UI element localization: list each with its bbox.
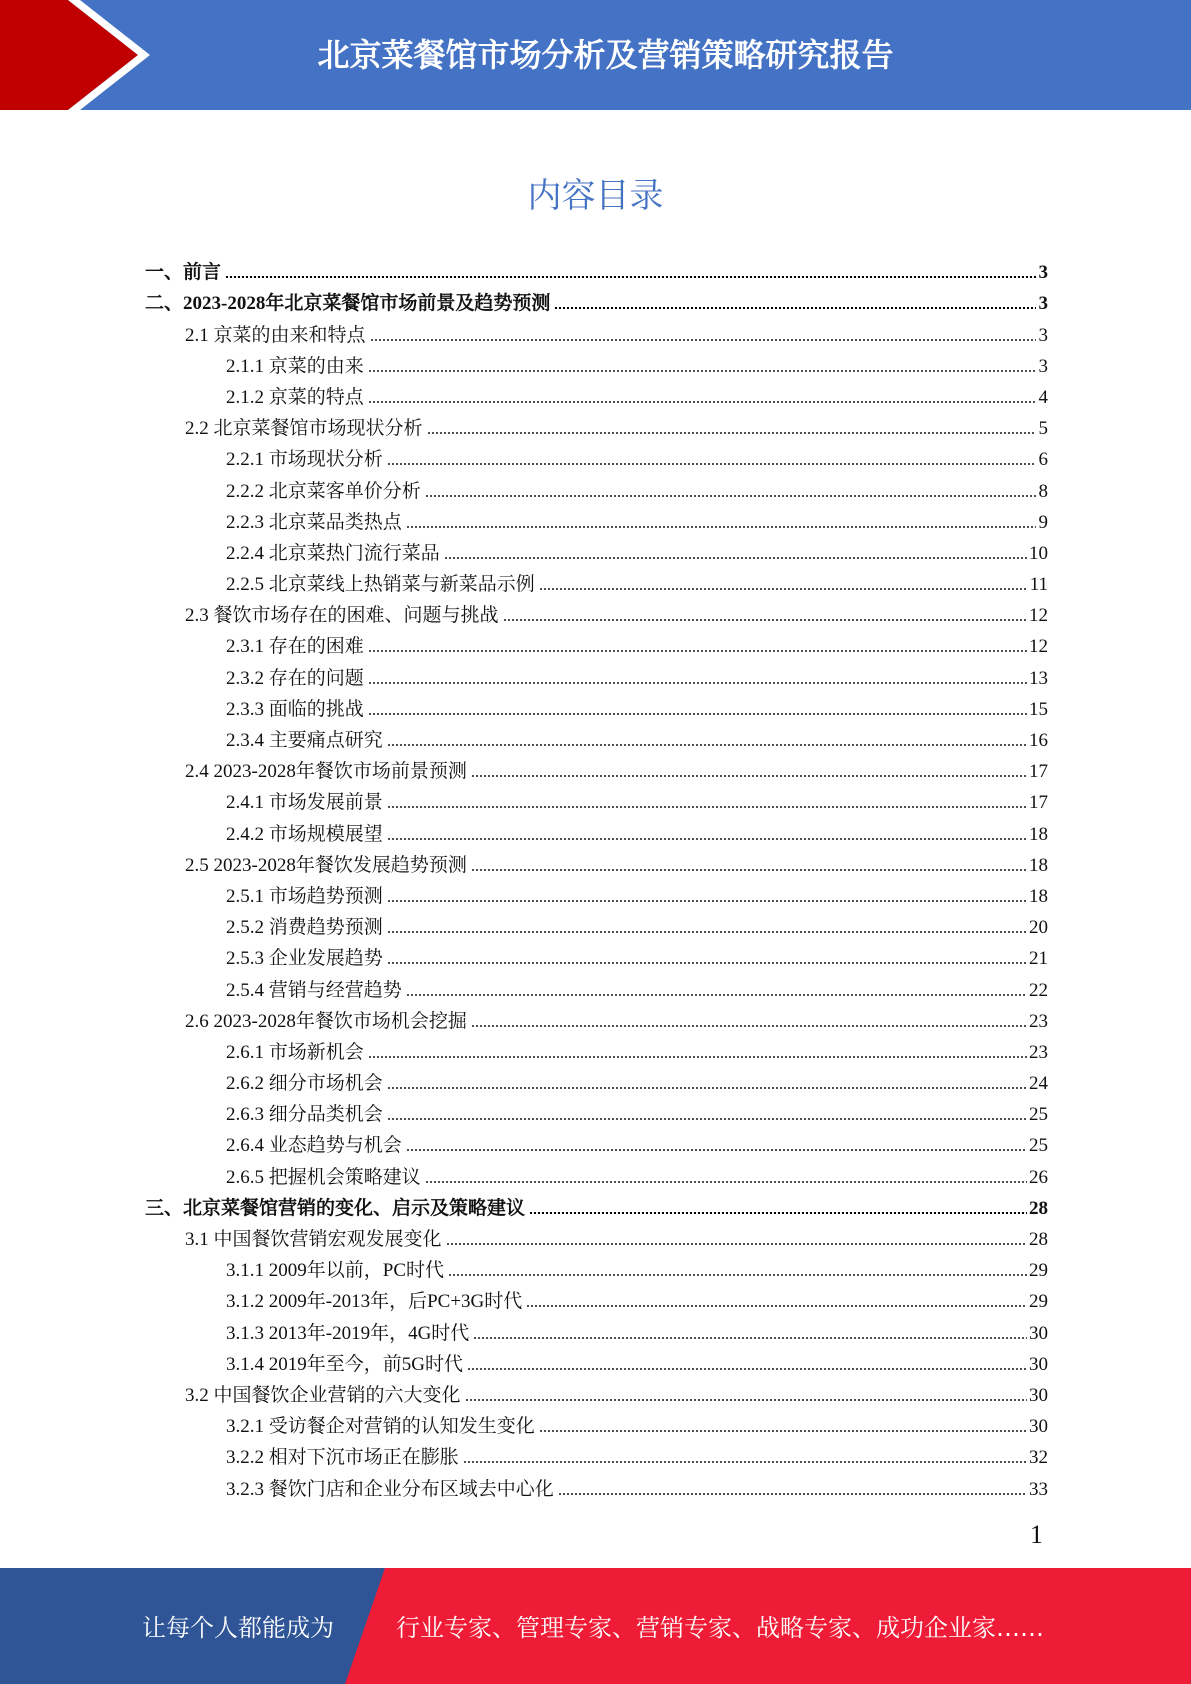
toc-leader-dots [406, 994, 1027, 996]
toc-entry-page: 13 [1029, 667, 1048, 689]
toc-entry-label: 2.2 北京菜餐馆市场现状分析 [185, 418, 423, 440]
toc-leader-dots [444, 557, 1027, 559]
toc-entry-label: 2.5.3 企业发展趋势 [226, 948, 383, 970]
toc-leader-dots [471, 775, 1027, 777]
toc-entry-label: 2.3.4 主要痛点研究 [226, 730, 383, 751]
toc-entry-label: 2.2.2 北京菜客单价分析 [226, 480, 421, 502]
toc-entry[interactable] [145, 1220, 1048, 1251]
toc-entry-label: 2.3.3 面临的挑战 [226, 698, 364, 720]
toc-entry-label: 2.5 2023-2028年餐饮发展趋势预测 [185, 854, 467, 876]
toc-entry-label: 3.2 中国餐饮企业营销的六大变化 [185, 1384, 461, 1406]
toc-entry-page: 23 [1029, 1041, 1048, 1063]
toc-entry-page: 18 [1029, 885, 1048, 907]
toc-leader-dots [467, 1368, 1027, 1370]
toc-entry-label: 2.4.2 市场规模展望 [226, 823, 383, 845]
toc-leader-dots [503, 619, 1027, 621]
toc-entry[interactable] [145, 440, 1048, 471]
toc-leader-dots [368, 1056, 1027, 1058]
toc-leader-dots [473, 1337, 1027, 1339]
toc-entry-label: 2.3.1 存在的困难 [226, 636, 364, 658]
toc-entry-page: 12 [1029, 636, 1048, 658]
toc-leader-dots [465, 1399, 1027, 1401]
toc-leader-dots [406, 1149, 1027, 1151]
toc-entry[interactable] [145, 1251, 1048, 1282]
toc-entry[interactable] [145, 1376, 1048, 1407]
toc-entry-label: 2.1.1 京菜的由来 [226, 355, 364, 377]
page-number: 1 [1030, 1520, 1043, 1549]
toc-leader-dots [368, 713, 1027, 715]
toc-entry[interactable] [145, 970, 1048, 1001]
toc-entry-label: 2.5.4 营销与经营趋势 [226, 979, 402, 1001]
toc-entry-page: 28 [1029, 1197, 1048, 1219]
toc-entry-label: 一、前言 [145, 262, 222, 284]
toc-entry-page: 11 [1029, 574, 1048, 596]
toc-entry-page: 30 [1029, 1353, 1048, 1375]
toc-entry-page: 18 [1029, 823, 1048, 845]
toc-entry-page: 17 [1029, 792, 1048, 814]
toc-entry[interactable] [145, 347, 1048, 378]
toc-entry-label: 2.6.4 业态趋势与机会 [226, 1135, 402, 1157]
toc-entry-page: 16 [1029, 730, 1048, 751]
toc-entry[interactable] [145, 596, 1048, 627]
toc-entry[interactable] [145, 1157, 1048, 1188]
toc-entry[interactable] [145, 1126, 1048, 1157]
toc-leader-dots [448, 1274, 1027, 1276]
toc-entry[interactable] [145, 1282, 1048, 1313]
toc-entry-label: 2.2.5 北京菜线上热销菜与新菜品示例 [226, 574, 535, 596]
page-footer [0, 1568, 1191, 1684]
toc-entry-label: 2.5.1 市场趋势预测 [226, 885, 383, 907]
toc-entry-label: 2.2.1 市场现状分析 [226, 449, 383, 471]
toc-entry-page: 30 [1029, 1322, 1048, 1344]
toc-entry-page: 4 [1038, 386, 1048, 408]
toc-entry-page: 25 [1029, 1104, 1048, 1126]
toc-entry-page: 17 [1029, 761, 1048, 783]
toc-entry[interactable] [145, 534, 1048, 565]
toc-entry-page: 15 [1029, 698, 1048, 720]
toc-entry-label: 3.1.3 2013年-2019年，4G时代 [226, 1322, 470, 1344]
toc-leader-dots [387, 962, 1027, 964]
toc-entry-page: 23 [1029, 1010, 1048, 1032]
toc-entry[interactable] [145, 690, 1048, 721]
toc-entry[interactable] [145, 284, 1048, 315]
toc-entry-page: 8 [1038, 480, 1048, 502]
toc-entry-page: 28 [1029, 1229, 1048, 1250]
toc-entry-label: 2.5.2 消费趋势预测 [226, 917, 383, 939]
toc-entry[interactable] [145, 409, 1048, 440]
toc-entry-page: 12 [1029, 605, 1048, 627]
toc-entry[interactable] [145, 378, 1048, 409]
toc-entry-label: 3.1.2 2009年-2013年，后PC+3G时代 [226, 1291, 523, 1313]
toc-entry[interactable] [145, 627, 1048, 658]
toc-entry-label: 2.6.5 把握机会策略建议 [226, 1166, 421, 1188]
toc-entry[interactable] [145, 1002, 1048, 1033]
toc-entry-label: 2.6.3 细分品类机会 [226, 1104, 383, 1126]
toc-leader-dots [446, 1243, 1027, 1245]
toc-entry[interactable] [145, 315, 1048, 346]
table-of-contents [145, 253, 1048, 1501]
toc-entry-page: 3 [1038, 324, 1048, 346]
toc-entry-page: 9 [1038, 511, 1048, 533]
toc-leader-dots [387, 1118, 1027, 1120]
toc-leader-dots [539, 588, 1028, 590]
toc-entry[interactable] [145, 814, 1048, 845]
toc-leader-dots [463, 1461, 1027, 1463]
toc-leader-dots [471, 1025, 1027, 1027]
footer-slogan-left: 让每个人都能成为 [142, 1614, 334, 1642]
toc-entry-label: 3.2.3 餐饮门店和企业分布区域去中心化 [226, 1478, 554, 1500]
toc-entry[interactable] [145, 1033, 1048, 1064]
toc-entry-label: 2.2.4 北京菜热门流行菜品 [226, 542, 440, 564]
toc-leader-dots [471, 869, 1027, 871]
toc-leader-dots [368, 682, 1027, 684]
toc-entry[interactable] [145, 783, 1048, 814]
toc-entry-label: 二、2023-2028年北京菜餐馆市场前景及趋势预测 [145, 293, 551, 315]
toc-entry[interactable] [145, 721, 1048, 752]
toc-leader-dots [387, 744, 1027, 746]
toc-entry[interactable] [145, 752, 1048, 783]
toc-leader-dots [425, 1181, 1027, 1183]
toc-entry-page: 5 [1038, 418, 1048, 440]
toc-entry-page: 3 [1038, 355, 1048, 377]
toc-entry-label: 2.3 餐饮市场存在的困难、问题与挑战 [185, 605, 499, 627]
toc-entry-label: 3.1.4 2019年至今，前5G时代 [226, 1353, 463, 1375]
toc-entry[interactable] [145, 939, 1048, 970]
toc-entry[interactable] [145, 565, 1048, 596]
toc-leader-dots [387, 900, 1027, 902]
toc-entry-label: 3.1 中国餐饮营销宏观发展变化 [185, 1229, 442, 1250]
toc-entry-page: 30 [1029, 1384, 1048, 1406]
toc-leader-dots [526, 1305, 1027, 1307]
toc-leader-dots [387, 1087, 1027, 1089]
toc-entry-page: 29 [1029, 1260, 1048, 1282]
toc-entry-label: 3.2.2 相对下沉市场正在膨胀 [226, 1447, 459, 1469]
toc-leader-dots [539, 1430, 1027, 1432]
toc-leader-dots [425, 495, 1036, 497]
toc-entry-label: 2.6.1 市场新机会 [226, 1041, 364, 1063]
toc-entry[interactable] [145, 1438, 1048, 1469]
toc-entry-page: 20 [1029, 917, 1048, 939]
toc-leader-dots [387, 806, 1027, 808]
toc-leader-dots [554, 307, 1036, 309]
toc-entry-label: 3.2.1 受访餐企对营销的认知发生变化 [226, 1416, 535, 1438]
toc-leader-dots [370, 339, 1036, 341]
toc-entry-page: 3 [1038, 262, 1048, 284]
toc-entry-label: 3.1.1 2009年以前，PC时代 [226, 1260, 444, 1282]
toc-entry-page: 30 [1029, 1416, 1048, 1438]
toc-entry-page: 22 [1029, 979, 1048, 1001]
toc-entry[interactable] [145, 658, 1048, 689]
toc-entry-label: 2.3.2 存在的问题 [226, 667, 364, 689]
report-title: 北京菜餐馆市场分析及营销策略研究报告 [317, 36, 894, 74]
toc-entry-page: 26 [1029, 1166, 1048, 1188]
toc-entry-page: 18 [1029, 854, 1048, 876]
toc-entry-page: 10 [1029, 542, 1048, 564]
toc-entry-page: 6 [1038, 449, 1048, 471]
toc-entry[interactable] [145, 846, 1048, 877]
toc-leader-dots [368, 650, 1027, 652]
toc-leader-dots [558, 1493, 1027, 1495]
toc-entry[interactable] [145, 1095, 1048, 1126]
toc-entry[interactable] [145, 1313, 1048, 1344]
toc-entry[interactable] [145, 471, 1048, 502]
toc-entry[interactable] [145, 253, 1048, 284]
toc-entry-label: 2.1 京菜的由来和特点 [185, 324, 366, 346]
toc-leader-dots [368, 370, 1036, 372]
toc-entry-label: 2.1.2 京菜的特点 [226, 386, 364, 408]
toc-entry-page: 32 [1029, 1447, 1048, 1469]
toc-entry[interactable] [145, 503, 1048, 534]
toc-entry-label: 2.2.3 北京菜品类热点 [226, 511, 402, 533]
toc-entry-page: 21 [1029, 948, 1048, 970]
toc-title: 内容目录 [527, 176, 664, 216]
toc-entry[interactable] [145, 1345, 1048, 1376]
toc-leader-dots [387, 463, 1036, 465]
toc-entry-page: 29 [1029, 1291, 1048, 1313]
toc-entry[interactable] [145, 877, 1048, 908]
toc-entry-page: 24 [1029, 1073, 1048, 1095]
toc-entry[interactable] [145, 1469, 1048, 1500]
toc-leader-dots [225, 276, 1036, 278]
toc-entry-page: 33 [1029, 1478, 1048, 1500]
toc-entry[interactable] [145, 1189, 1048, 1220]
page-header [0, 0, 1191, 110]
toc-entry-label: 2.4 2023-2028年餐饮市场前景预测 [185, 761, 467, 783]
toc-leader-dots [406, 526, 1036, 528]
toc-entry[interactable] [145, 1064, 1048, 1095]
toc-entry-label: 2.6 2023-2028年餐饮市场机会挖掘 [185, 1010, 467, 1032]
toc-entry-page: 3 [1038, 293, 1048, 315]
toc-leader-dots [427, 432, 1036, 434]
toc-leader-dots [387, 838, 1027, 840]
toc-leader-dots [387, 931, 1027, 933]
toc-entry-label: 2.4.1 市场发展前景 [226, 792, 383, 814]
toc-leader-dots [529, 1212, 1027, 1214]
toc-leader-dots [368, 401, 1036, 403]
toc-entry-page: 25 [1029, 1135, 1048, 1157]
footer-slogan-right: 行业专家、管理专家、营销专家、战略专家、成功企业家…… [396, 1614, 1044, 1642]
toc-entry-label: 三、北京菜餐馆营销的变化、启示及策略建议 [145, 1197, 526, 1219]
toc-entry[interactable] [145, 1407, 1048, 1438]
toc-entry[interactable] [145, 908, 1048, 939]
toc-entry-label: 2.6.2 细分市场机会 [226, 1073, 383, 1095]
